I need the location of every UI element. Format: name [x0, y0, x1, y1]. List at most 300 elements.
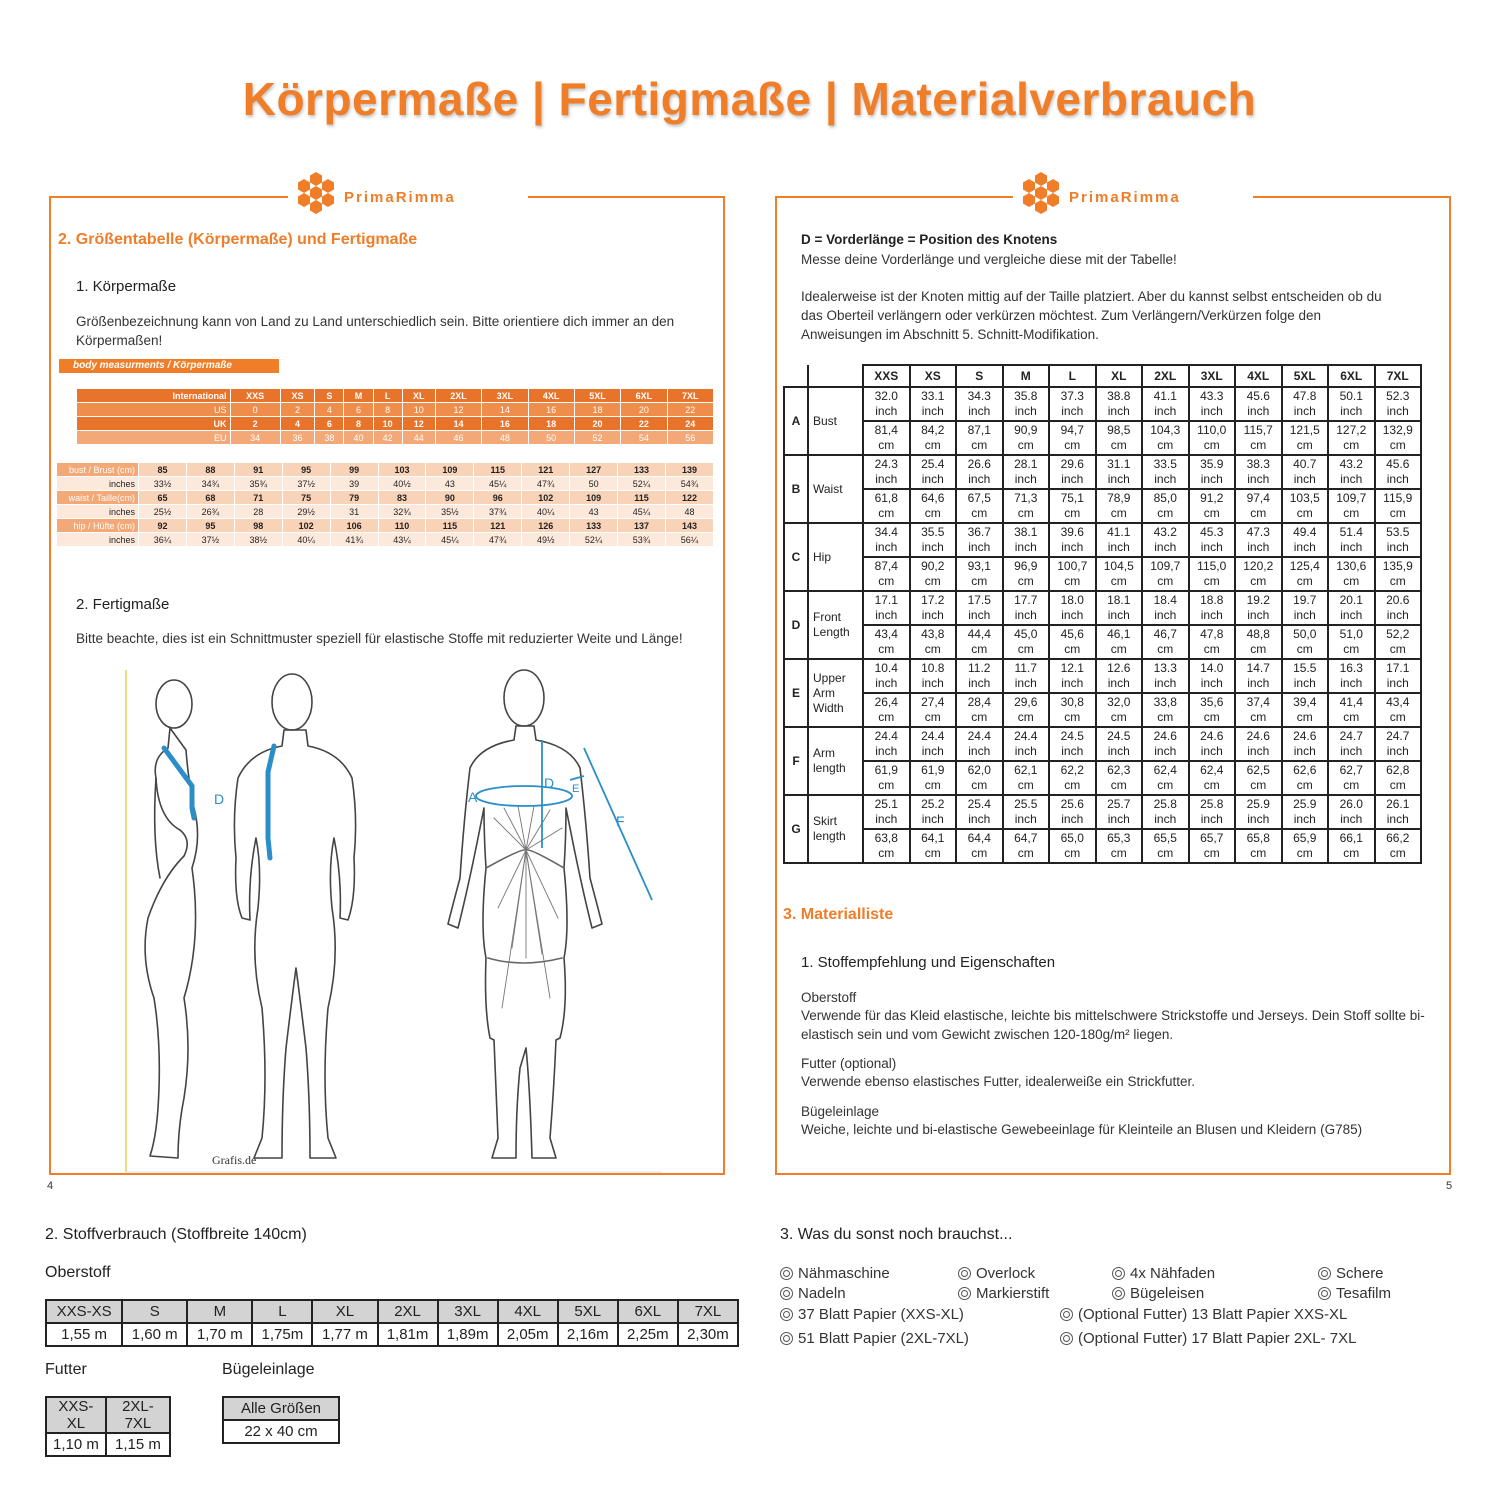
cm-value: 104,5 [1103, 559, 1134, 573]
inch-unit: inch [1340, 608, 1363, 622]
cm-unit: cm [1203, 574, 1220, 588]
cm-value: 67,5 [967, 491, 991, 505]
oberstoff-value-cell: 1,55 m [46, 1323, 122, 1346]
inch-cell [1096, 591, 1143, 625]
size-header-s: S [956, 365, 1003, 387]
inch-unit: inch [1154, 676, 1177, 690]
cm-unit: cm [1017, 642, 1034, 656]
cm-cell [1189, 693, 1236, 727]
inch-value: 24.5 [1060, 729, 1084, 743]
cm-value: 125,4 [1289, 559, 1320, 573]
cm-unit: cm [878, 438, 895, 452]
cm-value: 46,1 [1107, 627, 1131, 641]
cm-cell [1282, 693, 1329, 727]
oberstoff-header-cell: 5XL [558, 1300, 618, 1323]
size-header-7xl: 7XL [1375, 365, 1422, 387]
cm-cell [1003, 625, 1050, 659]
cm-unit: cm [1110, 846, 1127, 860]
intl-header-cell: XS [280, 389, 314, 403]
body-meas-cell: 53¾ [618, 533, 666, 547]
inch-value: 36.7 [967, 525, 991, 539]
body-meas-cell: 52¼ [618, 477, 666, 491]
intl-header-cell: 4XL [528, 389, 574, 403]
inch-unit: inch [1107, 812, 1130, 826]
inch-cell [1375, 523, 1422, 557]
cm-cell [956, 421, 1003, 455]
cm-cell [1189, 421, 1236, 455]
inch-value: 50.1 [1339, 389, 1363, 403]
brand-logo-right [1013, 170, 1253, 220]
cm-value: 39,4 [1293, 695, 1317, 709]
inch-unit: inch [1154, 404, 1177, 418]
inch-unit: inch [1014, 608, 1037, 622]
cm-value: 135,9 [1382, 559, 1413, 573]
cm-cell [1375, 625, 1422, 659]
inch-cell [1328, 659, 1375, 693]
cm-value: 43,8 [921, 627, 945, 641]
cm-value: 87,4 [874, 559, 898, 573]
cm-cell [1189, 625, 1236, 659]
inch-cell [1235, 591, 1282, 625]
inch-value: 34.3 [967, 389, 991, 403]
cm-cell [1142, 489, 1189, 523]
inch-value: 26.0 [1339, 797, 1363, 811]
cm-unit: cm [924, 710, 941, 724]
needs-item [1112, 1285, 1204, 1302]
inch-unit: inch [1200, 608, 1223, 622]
cm-unit: cm [1389, 846, 1406, 860]
cm-unit: cm [1157, 506, 1174, 520]
cm-cell [1049, 761, 1096, 795]
cm-cell [1375, 421, 1422, 455]
brand-name: PrimaRimma [344, 189, 456, 206]
cm-value: 41,4 [1339, 695, 1363, 709]
cm-value: 65,7 [1200, 831, 1224, 845]
inch-unit: inch [1154, 812, 1177, 826]
inch-value: 24.3 [874, 457, 898, 471]
needs-item [780, 1306, 964, 1323]
cm-value: 62,3 [1107, 763, 1131, 777]
needs-item [1318, 1265, 1384, 1282]
cm-value: 64,4 [967, 831, 991, 845]
inch-cell [1328, 795, 1375, 829]
cm-value: 35,6 [1200, 695, 1224, 709]
inch-value: 31.1 [1107, 457, 1131, 471]
finished-row-cm [784, 557, 1421, 591]
body-meas-cell: 25½ [139, 505, 187, 519]
inch-cell [1375, 727, 1422, 761]
oberstoff-value-cell: 2,16m [558, 1323, 618, 1346]
cm-cell [1049, 693, 1096, 727]
inch-value: 18.1 [1107, 593, 1131, 607]
inch-cell [1282, 727, 1329, 761]
measure-letter: F [784, 727, 808, 795]
cm-unit: cm [1064, 846, 1081, 860]
inch-unit: inch [921, 540, 944, 554]
inch-cell [863, 659, 910, 693]
cm-unit: cm [1064, 574, 1081, 588]
inch-unit: inch [875, 608, 898, 622]
body-meas-cell: 43 [426, 477, 474, 491]
oberstoff-value-cell: 1,77 m [312, 1323, 377, 1346]
finished-row-cm [784, 489, 1421, 523]
inch-cell [956, 659, 1003, 693]
cm-value: 32,0 [1107, 695, 1131, 709]
inch-value: 18.0 [1060, 593, 1084, 607]
size-header-l: L [1049, 365, 1096, 387]
cm-value: 91,2 [1200, 491, 1224, 505]
finished-row-inch [784, 795, 1421, 829]
cm-unit: cm [1110, 778, 1127, 792]
cm-value: 97,4 [1246, 491, 1270, 505]
cm-value: 61,8 [874, 491, 898, 505]
body-meas-cell: 95 [282, 463, 330, 477]
needs-item-label: (Optional Futter) 17 Blatt Papier 2XL- 7XL [1078, 1330, 1357, 1347]
international-size-table [76, 388, 714, 445]
cm-cell [956, 829, 1003, 863]
intl-cell: 54 [621, 431, 667, 445]
cm-unit: cm [1064, 710, 1081, 724]
finished-row-inch [784, 659, 1421, 693]
cm-value: 110,0 [1197, 423, 1227, 437]
inch-unit: inch [1247, 744, 1270, 758]
inch-cell [956, 523, 1003, 557]
intl-cell: 10 [373, 417, 402, 431]
inch-value: 17.1 [874, 593, 898, 607]
inch-cell [1282, 387, 1329, 421]
cm-value: 43,4 [874, 627, 898, 641]
inch-unit: inch [1014, 812, 1037, 826]
cm-value: 45,0 [1014, 627, 1038, 641]
cm-value: 26,4 [874, 695, 898, 709]
inch-unit: inch [921, 812, 944, 826]
body-meas-row [57, 533, 714, 547]
cm-value: 33,8 [1153, 695, 1177, 709]
inch-cell [1282, 795, 1329, 829]
inch-unit: inch [1293, 676, 1316, 690]
body-meas-cell: 56¼ [665, 533, 713, 547]
body-meas-cell: 35½ [426, 505, 474, 519]
oberstoff-header-cell: L [252, 1300, 312, 1323]
body-meas-cell: 43¼ [378, 533, 426, 547]
inch-value: 35.8 [1014, 389, 1038, 403]
cm-value: 75,1 [1060, 491, 1084, 505]
needs-item-label: Nähmaschine [798, 1265, 890, 1282]
oberstoff-header-cell: 7XL [678, 1300, 738, 1323]
cm-unit: cm [1157, 574, 1174, 588]
brand-logo [288, 170, 528, 220]
inch-value: 41.1 [1153, 389, 1177, 403]
inch-value: 38.8 [1107, 389, 1131, 403]
intl-cell: 48 [482, 431, 528, 445]
cm-value: 65,3 [1107, 831, 1131, 845]
inch-cell [1189, 455, 1236, 489]
inch-value: 32.0 [874, 389, 898, 403]
inch-unit: inch [921, 404, 944, 418]
buegel-header: Alle Größen [223, 1397, 339, 1420]
cm-cell [863, 693, 910, 727]
inch-value: 12.6 [1107, 661, 1131, 675]
cm-unit: cm [1110, 642, 1127, 656]
cm-unit: cm [971, 710, 988, 724]
inch-unit: inch [1107, 404, 1130, 418]
inch-cell [1049, 523, 1096, 557]
inch-value: 25.9 [1246, 797, 1270, 811]
inch-cell [863, 727, 910, 761]
inch-unit: inch [1386, 404, 1409, 418]
inch-value: 49.4 [1293, 525, 1317, 539]
body-meas-cell: 83 [378, 491, 426, 505]
inch-unit: inch [1386, 608, 1409, 622]
oberstoff-header-cell: 6XL [618, 1300, 678, 1323]
cm-value: 85,0 [1153, 491, 1177, 505]
body-meas-cell: 75 [282, 491, 330, 505]
cm-value: 28,4 [967, 695, 991, 709]
intl-cell: 20 [621, 403, 667, 417]
cm-cell [1049, 421, 1096, 455]
cm-unit: cm [924, 846, 941, 860]
cm-unit: cm [924, 506, 941, 520]
cm-value: 51,0 [1339, 627, 1363, 641]
body-meas-row [57, 491, 714, 505]
cm-unit: cm [878, 574, 895, 588]
inch-value: 24.4 [967, 729, 991, 743]
oberstoff-value-cell: 2,30m [678, 1323, 738, 1346]
cm-unit: cm [878, 710, 895, 724]
inch-value: 24.6 [1153, 729, 1177, 743]
body-meas-cell: 40½ [378, 477, 426, 491]
body-meas-cell: 48 [665, 505, 713, 519]
cm-cell [1235, 693, 1282, 727]
inch-unit: inch [1014, 404, 1037, 418]
cm-value: 130,6 [1336, 559, 1367, 573]
cm-value: 90,9 [1014, 423, 1038, 437]
inch-value: 25.1 [874, 797, 898, 811]
oberstoff-text: Verwende für das Kleid elastische, leichte bis mittelschwere Strickstoffe und Jerseys. Dein Stoff sollte bi-elastisch sein und vom Gewicht zwischen 120-180g/m² liegen. [801, 1008, 1425, 1042]
inch-unit: inch [1107, 608, 1130, 622]
cm-unit: cm [1389, 642, 1406, 656]
cm-value: 48,8 [1246, 627, 1270, 641]
body-meas-row [57, 519, 714, 533]
body-meas-cell: 49½ [522, 533, 570, 547]
figure-credit: Grafis.de [212, 1153, 257, 1167]
cm-value: 62,2 [1060, 763, 1084, 777]
inch-cell [1375, 795, 1422, 829]
intl-cell: EU [77, 431, 231, 445]
body-meas-cell: 47¾ [474, 533, 522, 547]
cm-unit: cm [1110, 710, 1127, 724]
cm-value: 115,7 [1243, 423, 1273, 437]
inch-cell [1096, 659, 1143, 693]
inch-cell [1189, 387, 1236, 421]
cm-cell [1096, 625, 1143, 659]
cm-value: 87,1 [967, 423, 991, 437]
cm-unit: cm [971, 438, 988, 452]
inch-cell [910, 523, 957, 557]
fabric-usage-title: 2. Stoffverbrauch (Stoffbreite 140cm) [45, 1226, 307, 1243]
cm-unit: cm [878, 506, 895, 520]
inch-cell [1328, 591, 1375, 625]
thread-icon [1112, 1287, 1125, 1300]
cm-cell [1282, 421, 1329, 455]
inch-unit: inch [875, 540, 898, 554]
inch-cell [1235, 523, 1282, 557]
cm-unit: cm [1110, 506, 1127, 520]
inch-cell [910, 455, 957, 489]
intl-cell: 50 [528, 431, 574, 445]
futter-value-cell: 1,10 m [46, 1433, 106, 1456]
body-meas-cell: 79 [330, 491, 378, 505]
inch-cell [1235, 455, 1282, 489]
needs-item-label: Markierstift [976, 1285, 1050, 1302]
inch-unit: inch [1293, 744, 1316, 758]
body-meas-cell: 28 [234, 505, 282, 519]
intl-cell: 56 [667, 431, 713, 445]
body-meas-cell: 133 [618, 463, 666, 477]
intl-cell: 8 [373, 403, 402, 417]
intl-cell: 44 [402, 431, 435, 445]
cm-cell [956, 625, 1003, 659]
cm-unit: cm [1157, 846, 1174, 860]
cm-cell [1003, 557, 1050, 591]
inch-cell [1142, 659, 1189, 693]
inch-cell [863, 523, 910, 557]
intl-cell: 14 [435, 417, 481, 431]
intl-cell: 22 [621, 417, 667, 431]
cm-value: 37,4 [1246, 695, 1270, 709]
inch-cell [1189, 591, 1236, 625]
intl-cell: 18 [528, 417, 574, 431]
needs-item-label: Tesafilm [1336, 1285, 1392, 1302]
size-header-3xl: 3XL [1189, 365, 1236, 387]
cm-value: 104,3 [1150, 423, 1181, 437]
cm-value: 61,9 [874, 763, 898, 777]
inch-value: 45.6 [1246, 389, 1270, 403]
figure-label-a: A [468, 789, 478, 805]
inch-cell [956, 591, 1003, 625]
cm-cell [1375, 557, 1422, 591]
cm-cell [863, 761, 910, 795]
inch-cell [1189, 727, 1236, 761]
thread-icon [1112, 1267, 1125, 1280]
intl-cell: 12 [435, 403, 481, 417]
inch-unit: inch [921, 608, 944, 622]
inch-value: 37.3 [1060, 389, 1084, 403]
cm-cell [1375, 761, 1422, 795]
subheading-finished-measurements: 2. Fertigmaße [76, 596, 170, 613]
intl-cell: 2 [230, 417, 280, 431]
body-meas-cell: 50 [570, 477, 618, 491]
body-meas-cell: 103 [378, 463, 426, 477]
inch-cell [1375, 455, 1422, 489]
body-meas-cell: 115 [618, 491, 666, 505]
oberstoff-value-cell: 1,70 m [187, 1323, 252, 1346]
intl-header-cell: 7XL [667, 389, 713, 403]
inch-cell [1328, 455, 1375, 489]
cm-unit: cm [1250, 574, 1267, 588]
body-meas-cell: 110 [378, 519, 426, 533]
measure-letter: D [784, 591, 808, 659]
inch-cell [1003, 455, 1050, 489]
inch-value: 19.2 [1246, 593, 1270, 607]
cm-value: 65,0 [1060, 831, 1084, 845]
body-meas-row [57, 505, 714, 519]
honeycomb-icon [288, 170, 344, 220]
body-meas-cell: inches [57, 505, 139, 519]
inch-value: 24.4 [1014, 729, 1038, 743]
inch-unit: inch [1386, 472, 1409, 486]
cm-value: 65,5 [1153, 831, 1177, 845]
inch-unit: inch [921, 472, 944, 486]
inch-unit: inch [1200, 404, 1223, 418]
inch-cell [1003, 387, 1050, 421]
inch-cell [1049, 659, 1096, 693]
inch-unit: inch [1200, 472, 1223, 486]
inch-unit: inch [1247, 472, 1270, 486]
oberstoff-heading: Oberstoff [801, 990, 857, 1005]
cm-unit: cm [1296, 506, 1313, 520]
blank-cell [784, 365, 808, 387]
inch-unit: inch [1200, 540, 1223, 554]
cm-cell [910, 625, 957, 659]
finished-row-cm [784, 761, 1421, 795]
cm-value: 84,2 [921, 423, 945, 437]
cm-cell [1375, 489, 1422, 523]
inch-value: 17.1 [1386, 661, 1410, 675]
inch-value: 38.1 [1014, 525, 1038, 539]
inch-unit: inch [1154, 540, 1177, 554]
intl-cell: US [77, 403, 231, 417]
cm-cell [910, 829, 957, 863]
inch-unit: inch [1293, 540, 1316, 554]
inch-value: 14.0 [1200, 661, 1224, 675]
inch-unit: inch [875, 404, 898, 418]
blank-cell [808, 365, 863, 387]
intl-header-cell: 6XL [621, 389, 667, 403]
inch-value: 24.5 [1107, 729, 1131, 743]
inch-value: 34.4 [874, 525, 898, 539]
inch-value: 25.2 [921, 797, 945, 811]
cm-unit: cm [1017, 778, 1034, 792]
cm-unit: cm [1203, 846, 1220, 860]
oberstoff-header-cell: M [187, 1300, 252, 1323]
cm-value: 81,4 [874, 423, 898, 437]
cm-cell [910, 489, 957, 523]
needs-item [1060, 1330, 1356, 1347]
inch-cell [956, 455, 1003, 489]
measure-name: Front Length [808, 591, 863, 659]
inch-unit: inch [1200, 676, 1223, 690]
cm-unit: cm [1064, 642, 1081, 656]
cm-value: 65,8 [1246, 831, 1270, 845]
cm-value: 66,1 [1339, 831, 1363, 845]
inch-unit: inch [1386, 812, 1409, 826]
body-figure-illustration [122, 668, 672, 1174]
futter-value-cell: 1,15 m [106, 1433, 170, 1456]
inch-unit: inch [1293, 812, 1316, 826]
inch-unit: inch [1107, 540, 1130, 554]
cm-cell [1049, 489, 1096, 523]
inch-value: 24.6 [1200, 729, 1224, 743]
body-meas-cell: 98 [234, 519, 282, 533]
intl-header-cell: XXS [230, 389, 280, 403]
inch-value: 11.7 [1014, 661, 1037, 675]
futter-heading: Futter (optional) [801, 1056, 897, 1071]
cm-value: 45,6 [1060, 627, 1084, 641]
body-meas-cell: 95 [186, 519, 234, 533]
oberstoff-value-row [46, 1323, 738, 1346]
intl-cell: 20 [574, 417, 620, 431]
